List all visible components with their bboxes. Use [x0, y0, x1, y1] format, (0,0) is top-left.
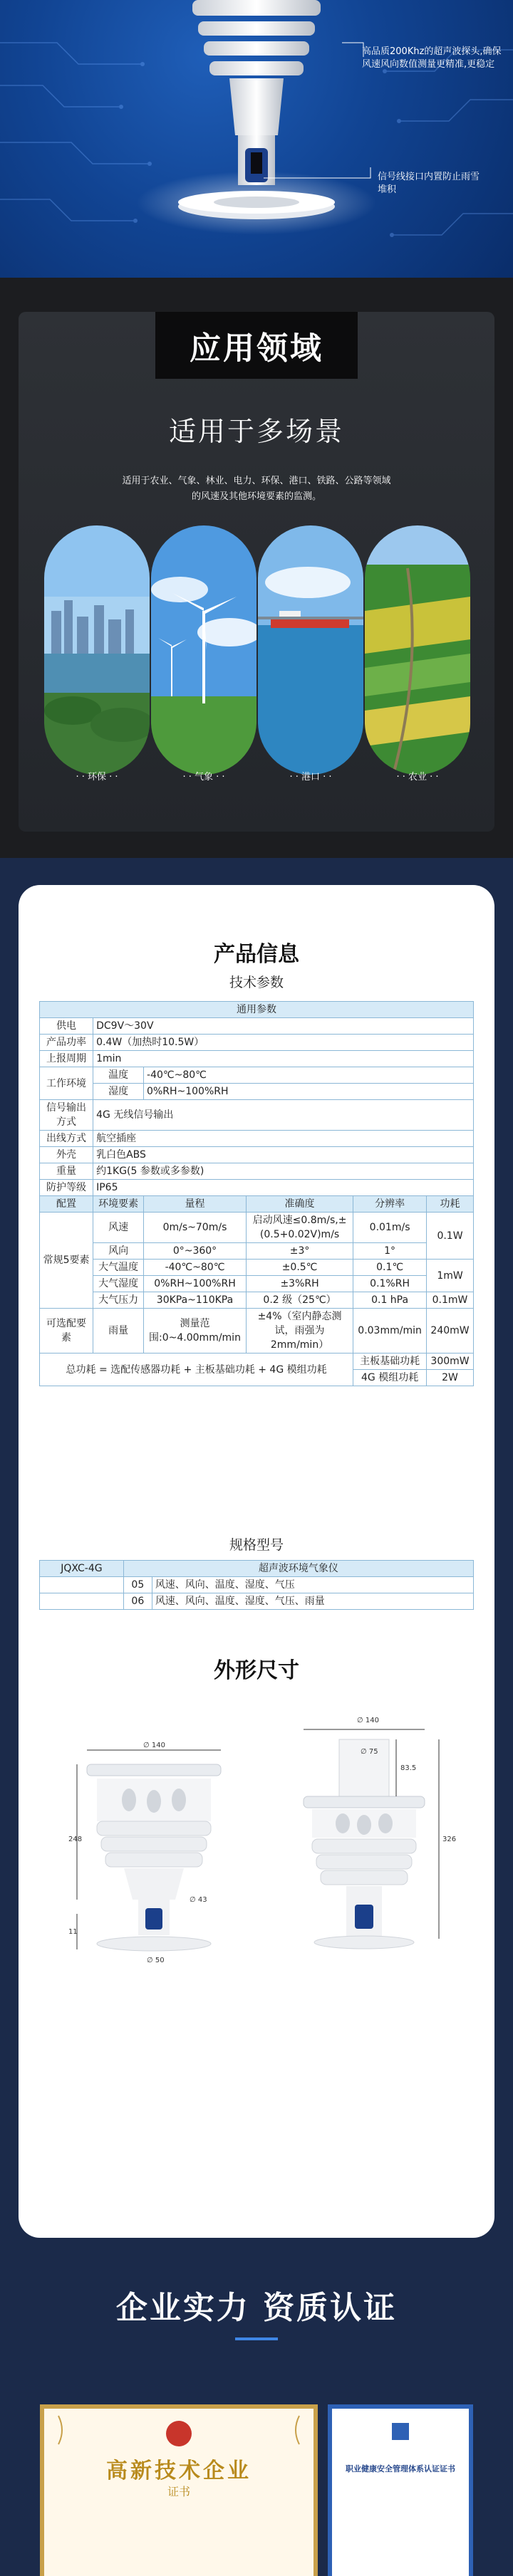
spec-table — [39, 1001, 474, 1386]
info-title: 产品信息 — [214, 942, 299, 967]
element-resolution: 0.1%RH — [353, 1276, 427, 1292]
dim-h11: 11 — [68, 1928, 78, 1936]
config-standard: 常规5要素 — [40, 1213, 93, 1309]
product-hero-section — [0, 0, 513, 278]
spec-key: 防护等级 — [40, 1180, 93, 1196]
dimension-drawing-left — [61, 1722, 247, 1957]
cert1-title: 高新技术企业 — [106, 2459, 252, 2483]
scene-weather-image — [151, 525, 256, 775]
spec-key: 上报周期 — [40, 1051, 93, 1067]
model-name: 超声波环境气象仪 — [123, 1561, 473, 1577]
element-accuracy: ±3%RH — [246, 1276, 353, 1292]
model-variant-desc: 风速、风向、温度、湿度、气压 — [152, 1577, 473, 1593]
module-power-value: 2W — [427, 1370, 474, 1386]
element-accuracy: ±3° — [246, 1243, 353, 1260]
application-title-bar — [155, 312, 358, 379]
element-resolution: 0.03mm/min — [353, 1309, 427, 1354]
model-code: JQXC-4G — [40, 1561, 124, 1577]
element-resolution: 1° — [353, 1243, 427, 1260]
col-header: 功耗 — [427, 1196, 474, 1213]
power-wind: 0.1W — [427, 1213, 474, 1260]
spec-key: 产品功率 — [40, 1035, 93, 1051]
element-range: 30KPa~110KPa — [144, 1292, 247, 1309]
dims-title: 外形尺寸 — [214, 1658, 299, 1683]
scene-port-image — [258, 525, 363, 775]
scene-label-agriculture: · · 农业 · · — [396, 772, 439, 782]
spec-key: 出线方式 — [40, 1131, 93, 1147]
spec-value: 约1KG(5 参数或多参数) — [93, 1163, 474, 1180]
certificate-seal-icon — [332, 2416, 469, 2459]
dimension-drawing-right — [275, 1725, 460, 1953]
spec-subkey: 湿度 — [93, 1084, 144, 1100]
model-table — [39, 1560, 474, 1610]
spec-key: 外壳 — [40, 1147, 93, 1163]
sensor-product-image — [164, 0, 349, 228]
scene-environment-image — [44, 525, 150, 775]
board-power-label: 主板基础功耗 — [353, 1354, 427, 1370]
spec-value: IP65 — [93, 1180, 474, 1196]
model-variant-code: 05 — [123, 1577, 152, 1593]
application-section — [0, 278, 513, 858]
element-accuracy: 启动风速≤0.8m/s,±(0.5+0.02V)m/s — [246, 1213, 353, 1243]
product-info-section — [0, 858, 513, 2239]
dim-h248: 248 — [68, 1836, 83, 1843]
certification-section — [0, 2239, 513, 2576]
application-subtitle: 适用于多场景 — [168, 416, 344, 447]
dim-d50: ∅ 50 — [147, 1957, 165, 1964]
element-resolution: 0.1 hPa — [353, 1292, 427, 1309]
model-title: 规格型号 — [229, 1537, 284, 1553]
element-name: 风向 — [93, 1243, 144, 1260]
power-rain: 240mW — [427, 1309, 474, 1354]
element-name: 风速 — [93, 1213, 144, 1243]
element-name: 大气压力 — [93, 1292, 144, 1309]
spec-subkey: 温度 — [93, 1067, 144, 1084]
callout-line-port — [264, 153, 378, 182]
health-safety-certificate — [328, 2404, 473, 2576]
element-name: 雨量 — [93, 1309, 144, 1354]
spec-key: 信号输出方式 — [40, 1100, 93, 1131]
spec-value: 0.4W（加热时10.5W） — [93, 1035, 474, 1051]
high-tech-certificate — [40, 2404, 318, 2576]
element-accuracy: ±0.5℃ — [246, 1260, 353, 1276]
scene-label-environment: · · 环保 · · — [76, 772, 118, 782]
element-range: 测量范围:0~4.00mm/min — [144, 1309, 247, 1354]
model-variant-code: 06 — [123, 1593, 152, 1610]
element-name: 大气湿度 — [93, 1276, 144, 1292]
callout-line-probe — [342, 0, 385, 85]
col-header: 分辨率 — [353, 1196, 427, 1213]
cert-title: 企业实力 资质认证 — [115, 2290, 398, 2326]
dim-d43: ∅ 43 — [190, 1896, 207, 1904]
model-variant-desc: 风速、风向、温度、湿度、气压、雨量 — [152, 1593, 473, 1610]
scene-label-port: · · 港口 · · — [289, 772, 332, 782]
element-accuracy: 0.2 级（25℃） — [246, 1292, 353, 1309]
application-description: 适用于农业、气象、林业、电力、环保、港口、铁路、公路等领域的风速及其他环境要素的监测。 — [122, 476, 391, 502]
dim-d140-left: ∅ 140 — [143, 1742, 165, 1749]
spec-value: 4G 无线信号输出 — [93, 1100, 474, 1131]
dim-h83: 83.5 — [400, 1764, 417, 1772]
tech-title: 技术参数 — [229, 975, 284, 990]
spec-key: 供电 — [40, 1018, 93, 1035]
dim-h326: 326 — [442, 1836, 457, 1843]
col-header: 量程 — [144, 1196, 247, 1213]
element-range: 0°~360° — [144, 1243, 247, 1260]
element-name: 大气温度 — [93, 1260, 144, 1276]
col-header: 配置 — [40, 1196, 93, 1213]
cert2-title: 职业健康安全管理体系认证证书 — [346, 2464, 455, 2473]
total-power-formula: 总功耗 = 选配传感器功耗 + 主板基础功耗 + 4G 模组功耗 — [40, 1354, 353, 1386]
application-title: 应用领域 — [190, 330, 323, 367]
element-range: -40℃~80℃ — [144, 1260, 247, 1276]
spec-value: 1min — [93, 1051, 474, 1067]
element-resolution: 0.1℃ — [353, 1260, 427, 1276]
element-resolution: 0.01m/s — [353, 1213, 427, 1243]
dim-d75: ∅ 75 — [361, 1748, 378, 1756]
cert-title-underline — [235, 2337, 278, 2340]
spec-value: 0%RH~100%RH — [144, 1084, 474, 1100]
scene-agriculture-image — [365, 525, 470, 775]
scene-label-weather: · · 气象 · · — [182, 772, 225, 782]
element-range: 0m/s~70m/s — [144, 1213, 247, 1243]
spec-key: 工作环境 — [40, 1067, 93, 1100]
cert1-subtitle: 证书 — [167, 2485, 190, 2498]
callout-port: 信号线接口内置防止雨雪堆积 — [378, 172, 480, 195]
spec-value: 航空插座 — [93, 1131, 474, 1147]
spec-key: 重量 — [40, 1163, 93, 1180]
spec-value: 乳白色ABS — [93, 1147, 474, 1163]
dim-d140-right: ∅ 140 — [357, 1717, 379, 1724]
config-optional: 可选配要素 — [40, 1309, 93, 1354]
col-header: 环境要素 — [93, 1196, 144, 1213]
module-power-label: 4G 模组功耗 — [353, 1370, 427, 1386]
element-range: 0%RH~100%RH — [144, 1276, 247, 1292]
spec-value: DC9V～30V — [93, 1018, 474, 1035]
power-pressure: 0.1mW — [427, 1292, 474, 1309]
board-power-value: 300mW — [427, 1354, 474, 1370]
spec-value: -40℃~80℃ — [144, 1067, 474, 1084]
product-info-card — [19, 885, 494, 2238]
general-header: 通用参数 — [40, 1002, 474, 1018]
element-accuracy: ±4%（室内静态测试，雨强为2mm/min） — [246, 1309, 353, 1354]
power-temp-hum: 1mW — [427, 1260, 474, 1292]
col-header: 准确度 — [246, 1196, 353, 1213]
callout-probe: 高品质200Khz的超声波探头,确保风速风向数值测量更精准,更稳定 — [362, 46, 502, 70]
